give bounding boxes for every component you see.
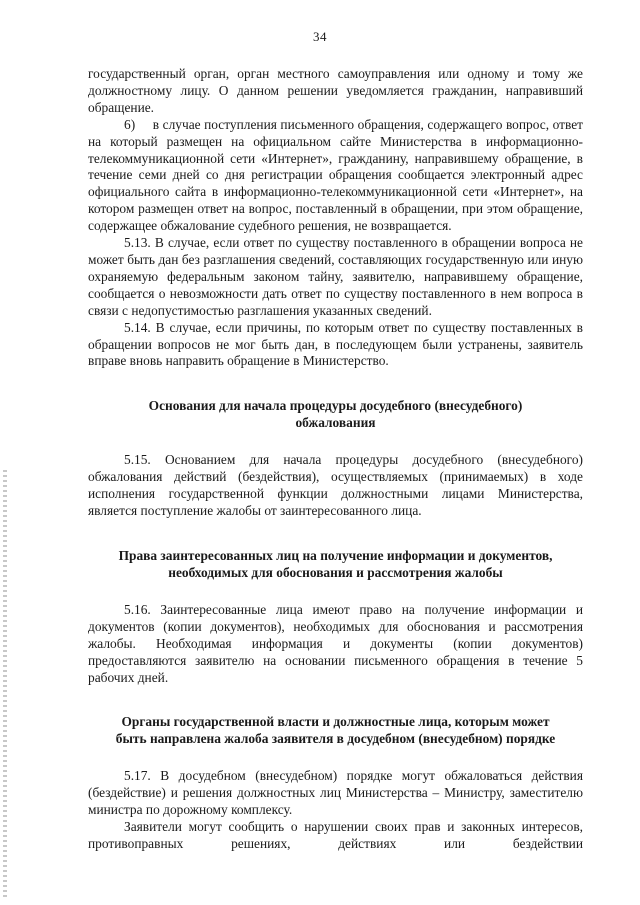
paragraph-item-5-15: 5.15. Основанием для начала процедуры досудебного (внесудебного) обжалования действий (бездействия), осуществляемых (принимаемых) в ходе исполнения государственной функции должностными лицами Министерства, является поступление жалобы от заинтересованного лица.	[88, 452, 583, 519]
section-heading-appeal-grounds	[88, 397, 583, 431]
page-content	[88, 66, 587, 853]
heading-line: Основания для начала процедуры досудебного (внесудебного)	[148, 398, 523, 414]
paragraph-item-6: 6) в случае поступления письменного обращения, содержащего вопрос, ответ на который размещен на официальном сайте Министерства в информационно-телекоммуникационной сети «Интернет», гражданину, направившему обращение, в течение семи дней со дня регистрации обращения сообщается электронный адрес официального сайта в информационно-телекоммуникационной сети «Интернет», на котором размещен ответ на вопрос, поставленный в обращении, при этом обращение, содержащее обжалование судебного решения, не возвращается.	[88, 116, 587, 234]
heading-line: обжалования	[295, 415, 376, 431]
paragraph-continuation: государственный орган, орган местного самоуправления или одному и тому же должностному лицу. О данном решении уведомляется гражданин, направивший обращение.	[88, 66, 583, 115]
paragraph-applicants: Заявители могут сообщить о нарушении своих прав и законных интересов, противоправных решениях, действиях или бездействии	[88, 819, 583, 852]
section-heading-rights	[88, 547, 583, 581]
heading-line: Права заинтересованных лиц на получение информации и документов,	[118, 547, 553, 563]
scan-binding-edge	[3, 470, 7, 900]
heading-line: быть направлена жалоба заявителя в досудебном (внесудебном) порядке	[115, 731, 556, 747]
page-number: 34	[313, 29, 327, 44]
section-heading-authorities	[88, 713, 583, 747]
heading-line: Органы государственной власти и должностные лица, которым может	[121, 714, 550, 730]
paragraph-item-5-13: 5.13. В случае, если ответ по существу поставленного в обращении вопроса не может быть дан без разглашения сведений, составляющих государственную или иную охраняемую федеральным законом тайну, заявителю, направившему обращение, сообщается о невозможности дать ответ по существу поставленного в нем вопроса в связи с недопустимостью разглашения указанных сведений.	[88, 235, 583, 318]
heading-line: необходимых для обоснования и рассмотрения жалобы	[168, 564, 503, 580]
paragraph-item-5-17: 5.17. В досудебном (внесудебном) порядке могут обжаловаться действия (бездействие) и решения должностных лиц Министерства – Министру, заместителю министра по дорожному комплексу.	[88, 768, 583, 818]
paragraph-item-5-16: 5.16. Заинтересованные лица имеют право на получение информации и документов (копии документов), необходимых для обоснования и рассмотрения жалобы. Необходимая информация и документы (копии документов) предоставляются заявителю на основании письменного обращения в течение 5 рабочих дней.	[88, 601, 583, 685]
paragraph-item-5-14: 5.14. В случае, если причины, по которым ответ по существу поставленных в обращении вопросов не мог быть дан, в последующем были устранены, заявитель вправе вновь направить обращение в Министерство.	[88, 319, 583, 369]
